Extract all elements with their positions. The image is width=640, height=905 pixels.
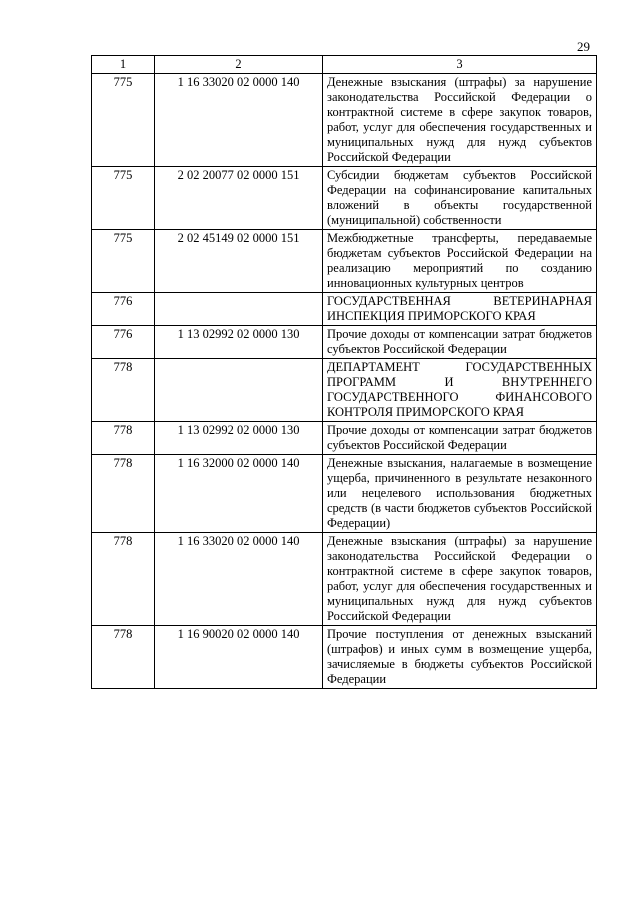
revenue-code-cell: 2 02 45149 02 0000 151 (155, 230, 323, 293)
revenue-code-cell: 1 13 02992 02 0000 130 (155, 422, 323, 455)
table-row (92, 455, 597, 533)
column-header-1: 1 (92, 56, 155, 74)
page-number: 29 (577, 39, 590, 54)
table-row (92, 74, 597, 167)
admin-code-cell: 775 (92, 74, 155, 167)
table-row (92, 326, 597, 359)
admin-code-cell: 775 (92, 230, 155, 293)
column-header-3: 3 (323, 56, 597, 74)
revenue-code-cell: 1 13 02992 02 0000 130 (155, 326, 323, 359)
revenue-code-cell: 1 16 33020 02 0000 140 (155, 74, 323, 167)
description-cell: Денежные взыскания (штрафы) за нарушение законодательства Российской Федерации о контрактной системе в сфере закупок товаров, работ, услуг для обеспечения государственных и муниципальных нужд для нужд субъектов Российской Федерации (323, 533, 597, 626)
description-cell: Денежные взыскания, налагаемые в возмещение ущерба, причиненного в результате незаконного или нецелевого использования бюджетных средств (в части бюджетов субъектов Российской Федерации) (323, 455, 597, 533)
administrator-name-cell: ГОСУДАРСТВЕННАЯ ВЕТЕРИНАРНАЯ ИНСПЕКЦИЯ ПРИМОРСКОГО КРАЯ (323, 293, 597, 326)
revenue-codes-table (91, 55, 597, 689)
revenue-code-cell: 1 16 32000 02 0000 140 (155, 455, 323, 533)
admin-code-cell: 778 (92, 626, 155, 689)
revenue-code-cell (155, 293, 323, 326)
description-cell: Прочие доходы от компенсации затрат бюджетов субъектов Российской Федерации (323, 422, 597, 455)
admin-code-cell: 778 (92, 359, 155, 422)
admin-code-cell: 776 (92, 326, 155, 359)
table-header-row (92, 56, 597, 74)
admin-code-cell: 775 (92, 167, 155, 230)
column-header-2: 2 (155, 56, 323, 74)
table-row (92, 533, 597, 626)
admin-code-cell: 776 (92, 293, 155, 326)
table-row (92, 359, 597, 422)
description-cell: Субсидии бюджетам субъектов Российской Федерации на софинансирование капитальных вложений в объекты государственной (муниципальной) собственности (323, 167, 597, 230)
admin-code-cell: 778 (92, 422, 155, 455)
description-cell: Денежные взыскания (штрафы) за нарушение законодательства Российской Федерации о контрактной системе в сфере закупок товаров, работ, услуг для обеспечения государственных и муниципальных нужд для нужд субъектов Российской Федерации (323, 74, 597, 167)
description-cell: Прочие поступления от денежных взысканий (штрафов) и иных сумм в возмещение ущерба, зачисляемые в бюджеты субъектов Российской Федерации (323, 626, 597, 689)
table-row (92, 167, 597, 230)
table-row (92, 422, 597, 455)
admin-code-cell: 778 (92, 455, 155, 533)
description-cell: Прочие доходы от компенсации затрат бюджетов субъектов Российской Федерации (323, 326, 597, 359)
administrator-name-cell: ДЕПАРТАМЕНТ ГОСУДАРСТВЕННЫХ ПРОГРАММ И ВНУТРЕННЕГО ГОСУДАРСТВЕННОГО ФИНАНСОВОГО КОНТРОЛЯ ПРИМОРСКОГО КРАЯ (323, 359, 597, 422)
revenue-code-cell (155, 359, 323, 422)
description-cell: Межбюджетные трансферты, передаваемые бюджетам субъектов Российской Федерации на реализацию мероприятий по созданию инновационных культурных центров (323, 230, 597, 293)
admin-code-cell: 778 (92, 533, 155, 626)
table-row (92, 626, 597, 689)
revenue-code-cell: 1 16 33020 02 0000 140 (155, 533, 323, 626)
revenue-code-cell: 1 16 90020 02 0000 140 (155, 626, 323, 689)
revenue-code-cell: 2 02 20077 02 0000 151 (155, 167, 323, 230)
table-row (92, 293, 597, 326)
table-row (92, 230, 597, 293)
